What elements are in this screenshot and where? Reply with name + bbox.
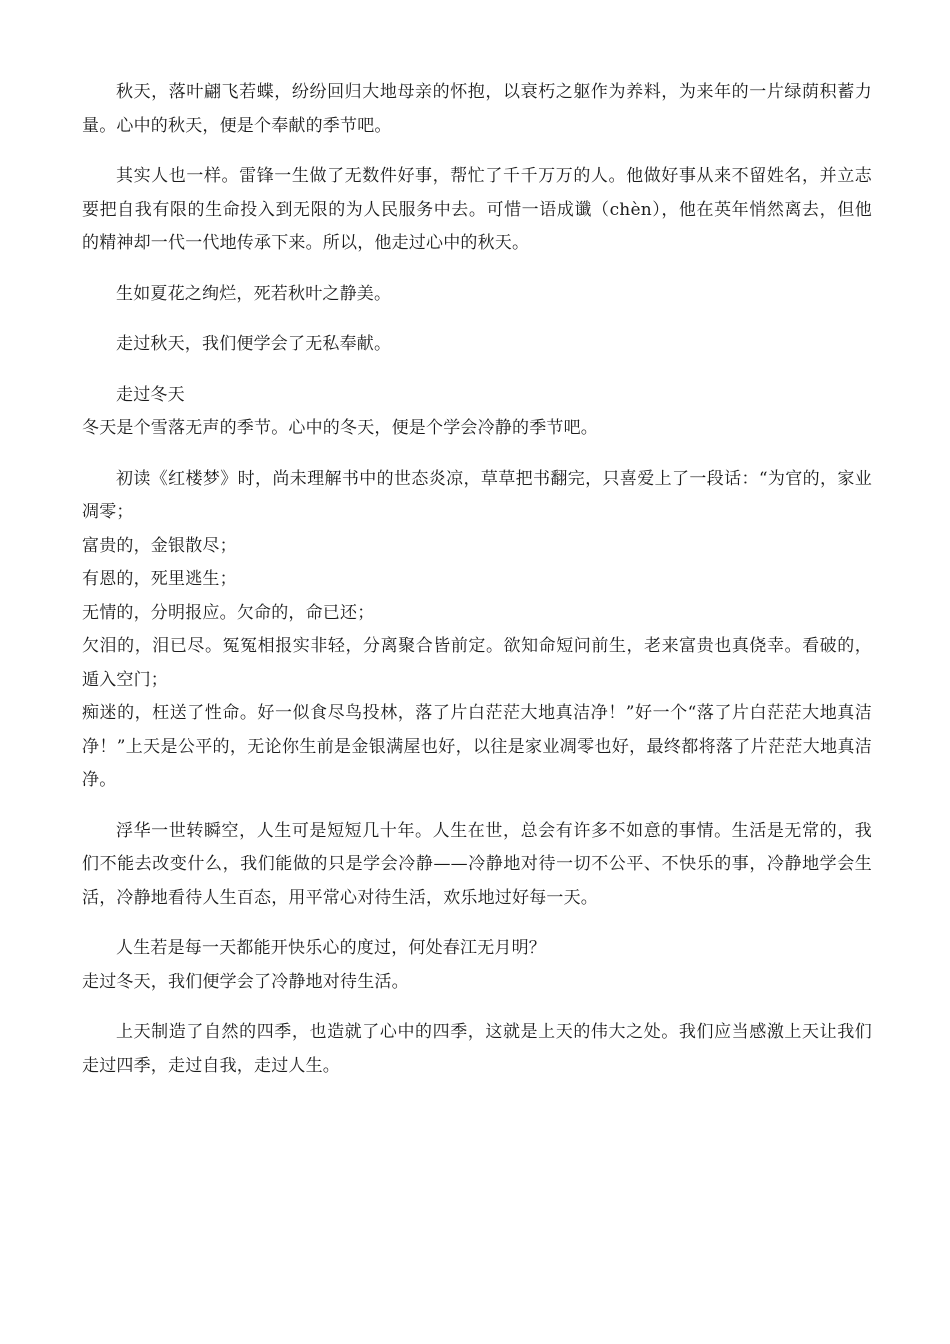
quote-line-obsessed: 痴迷的，枉送了性命。好一似食尽鸟投林，落了片白茫茫大地真洁净！”好一个“落了片白茫茫大地真洁净！”上天是公平的，无论你生前是金银满屋也好，以往是家业凋零也好，最终都将落了片茫茫大地真洁净。 (82, 703, 872, 790)
quote-line-wealthy: 富贵的，金银散尽； (82, 535, 237, 556)
paragraph-four-seasons: 上天制造了自然的四季，也造就了心中的四季，这就是上天的伟大之处。我们应当感激上天让我们走过四季，走过自我，走过人生。 (82, 1022, 872, 1076)
paragraph-fleeting-life: 浮华一世转瞬空，人生可是短短几十年。人生在世，总会有许多不如意的事情。生活是无常的，我们不能去改变什么，我们能做的只是学会冷静——冷静地对待一切不公平、不快乐的事，冷静地学会生活，冷静地看待人生百态，用平常心对待生活，欢乐地过好每一天。 (82, 820, 872, 908)
paragraph-summer-flowers: 生如夏花之绚烂，死若秋叶之静美。 (116, 283, 392, 304)
document-page (82, 76, 872, 1083)
section-heading-winter: 走过冬天 (116, 384, 185, 405)
paragraph-autumn-conclusion: 走过秋天，我们便学会了无私奉献。 (116, 334, 392, 354)
paragraph-leifeng: 其实人也一样。雷锋一生做了无数件好事，帮忙了千千万万的人。他做好事从来不留姓名，并立志要把自我有限的生命投入到无限的为人民服务中去。可惜一语成谶（chèn），他在英年悄然离去，但他的精神却一代一代地传承下来。所以，他走过心中的秋天。 (82, 166, 872, 253)
paragraph-honglou-quote-start: 初读《红楼梦》时，尚未理解书中的世态炎凉，草草把书翻完，只喜爱上了一段话：“为官的，家业凋零； (82, 468, 872, 522)
quote-line-tears: 欠泪的，泪已尽。冤冤相报实非轻，分离聚合皆前定。欲知命短问前生，老来富贵也真侥幸。看破的，遁入空门； (82, 636, 872, 690)
quote-line-heartless: 无情的，分明报应。欠命的，命已还； (82, 602, 375, 623)
paragraph-autumn-intro: 秋天，落叶翩飞若蝶，纷纷回归大地母亲的怀抱，以衰朽之躯作为养料，为来年的一片绿荫积蓄力量。心中的秋天，便是个奉献的季节吧。 (82, 82, 872, 136)
quote-line-grateful: 有恩的，死里逃生； (82, 569, 237, 589)
paragraph-winter-intro: 冬天是个雪落无声的季节。心中的冬天，便是个学会冷静的季节吧。 (82, 418, 598, 438)
paragraph-spring-river: 人生若是每一天都能开快乐心的度过，何处春江无月明？ (116, 938, 546, 958)
paragraph-winter-conclusion: 走过冬天，我们便学会了冷静地对待生活。 (82, 971, 409, 992)
